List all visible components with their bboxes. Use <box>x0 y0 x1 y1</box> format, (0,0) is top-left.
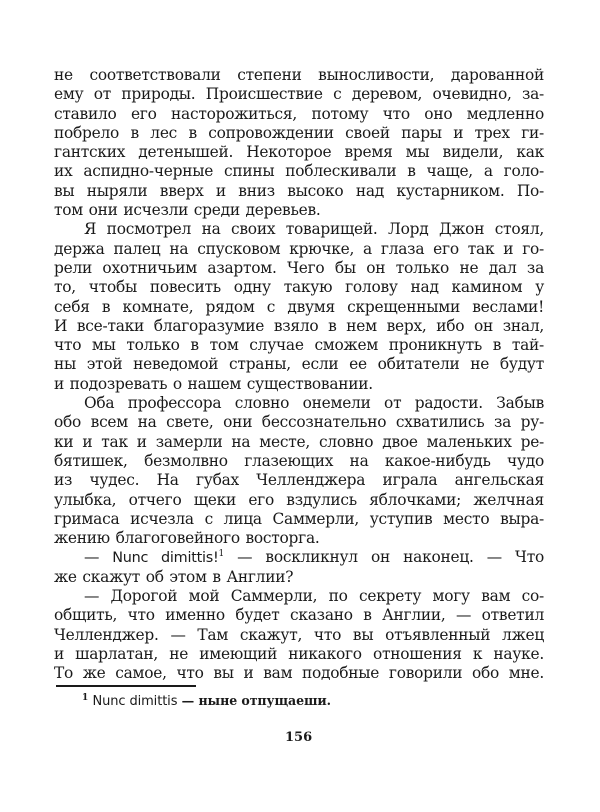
text-line: из чудес. На губах Челленджера играла ангельская <box>54 471 544 490</box>
text-line: ему от природы. Происшествие с деревом, очевидно, за- <box>54 85 544 104</box>
text-line: Я посмотрел на своих товарищей. Лорд Джон стоял, <box>84 220 544 239</box>
paragraph <box>54 394 544 548</box>
footnote-divider <box>56 685 196 687</box>
text-line: рели охотничьим азартом. Чего бы он только не дал за <box>54 258 544 277</box>
page-number: 156 <box>285 730 313 745</box>
text-line: вы ныряли вверх и вниз высоко над кустарником. По- <box>54 181 544 200</box>
text-line: том они исчезли среди деревьев. <box>54 201 321 220</box>
text-line: общить, что именно будет сказано в Англии, — ответил <box>54 606 544 625</box>
text-line: То же самое, что вы и вам подобные говорили обо мне. <box>54 664 544 683</box>
footnote-text: — ныне отпущаеши. <box>177 693 331 708</box>
footnote-marker[interactable]: 1 <box>218 549 224 560</box>
text-line: их аспидно-черные спины поблескивали в чаще, а голо- <box>54 162 544 181</box>
text-line: не соответствовали степени выносливости, дарованной <box>54 66 544 84</box>
paragraph <box>54 548 544 587</box>
text-line: обо всем на свете, они бессознательно схватились за ру- <box>54 413 544 432</box>
footnote <box>82 693 331 709</box>
text-line: Челленджер. — Там скажут, что вы отъявленный лжец <box>54 625 544 644</box>
text-line: жению благоговейного восторга. <box>54 529 320 548</box>
text-line: ны этой неведомой страны, если ее обитатели не будут <box>54 355 544 374</box>
text-line: бятишек, безмолвно глазеющих на какое-нибудь чудо <box>54 451 544 470</box>
text-line: улыбка, отчего щеки его вздулись яблочками; желчная <box>54 490 544 509</box>
page-body <box>54 66 544 684</box>
text-line: держа палец на спусковом крючке, а глаза его так и го- <box>54 239 544 258</box>
text-line <box>54 548 544 567</box>
latin-phrase: Nunc dimittis! <box>112 550 219 567</box>
paragraph <box>54 587 544 683</box>
text-line: и подозревать о нашем существовании. <box>54 374 373 393</box>
text-line: и шарлатан, не имеющий никакого отношения к науке. <box>54 644 544 663</box>
text-line: побрело в лес в сопровождении своей пары и трех ги- <box>54 123 544 142</box>
text-line: гримаса исчезла с лица Саммерли, уступив место выра- <box>54 509 544 528</box>
text-line: ставило его насторожиться, потому что оно медленно <box>54 104 544 123</box>
footnote-latin: Nunc dimittis <box>92 694 178 709</box>
dash: — <box>84 548 113 567</box>
text-line: Оба профессора словно онемели от радости. Забыв <box>84 394 544 413</box>
paragraph <box>54 220 544 394</box>
text-line: же скажут об этом в Англии? <box>54 567 294 586</box>
text-line: что мы только в том случае сможем проникнуть в тай- <box>54 336 544 355</box>
text-line: ки и так и замерли на месте, словно двое маленьких ре- <box>54 432 544 451</box>
text-line: И все-таки благоразумие взяло в нем верх, ибо он знал, <box>54 316 544 335</box>
text-line: себя в комнате, рядом с двумя скрещенными веслами! <box>54 297 544 316</box>
text-line: гантских детенышей. Некоторое время мы видели, как <box>54 143 544 162</box>
text-fragment: — воскликнул он наконец. — Что <box>223 548 544 567</box>
footnote-number: 1 <box>82 692 89 703</box>
text-line: то, чтобы повесить одну такую голову над камином у <box>54 278 544 297</box>
paragraph <box>54 66 544 220</box>
text-line: — Дорогой мой Саммерли, по секрету могу вам со- <box>84 587 544 606</box>
